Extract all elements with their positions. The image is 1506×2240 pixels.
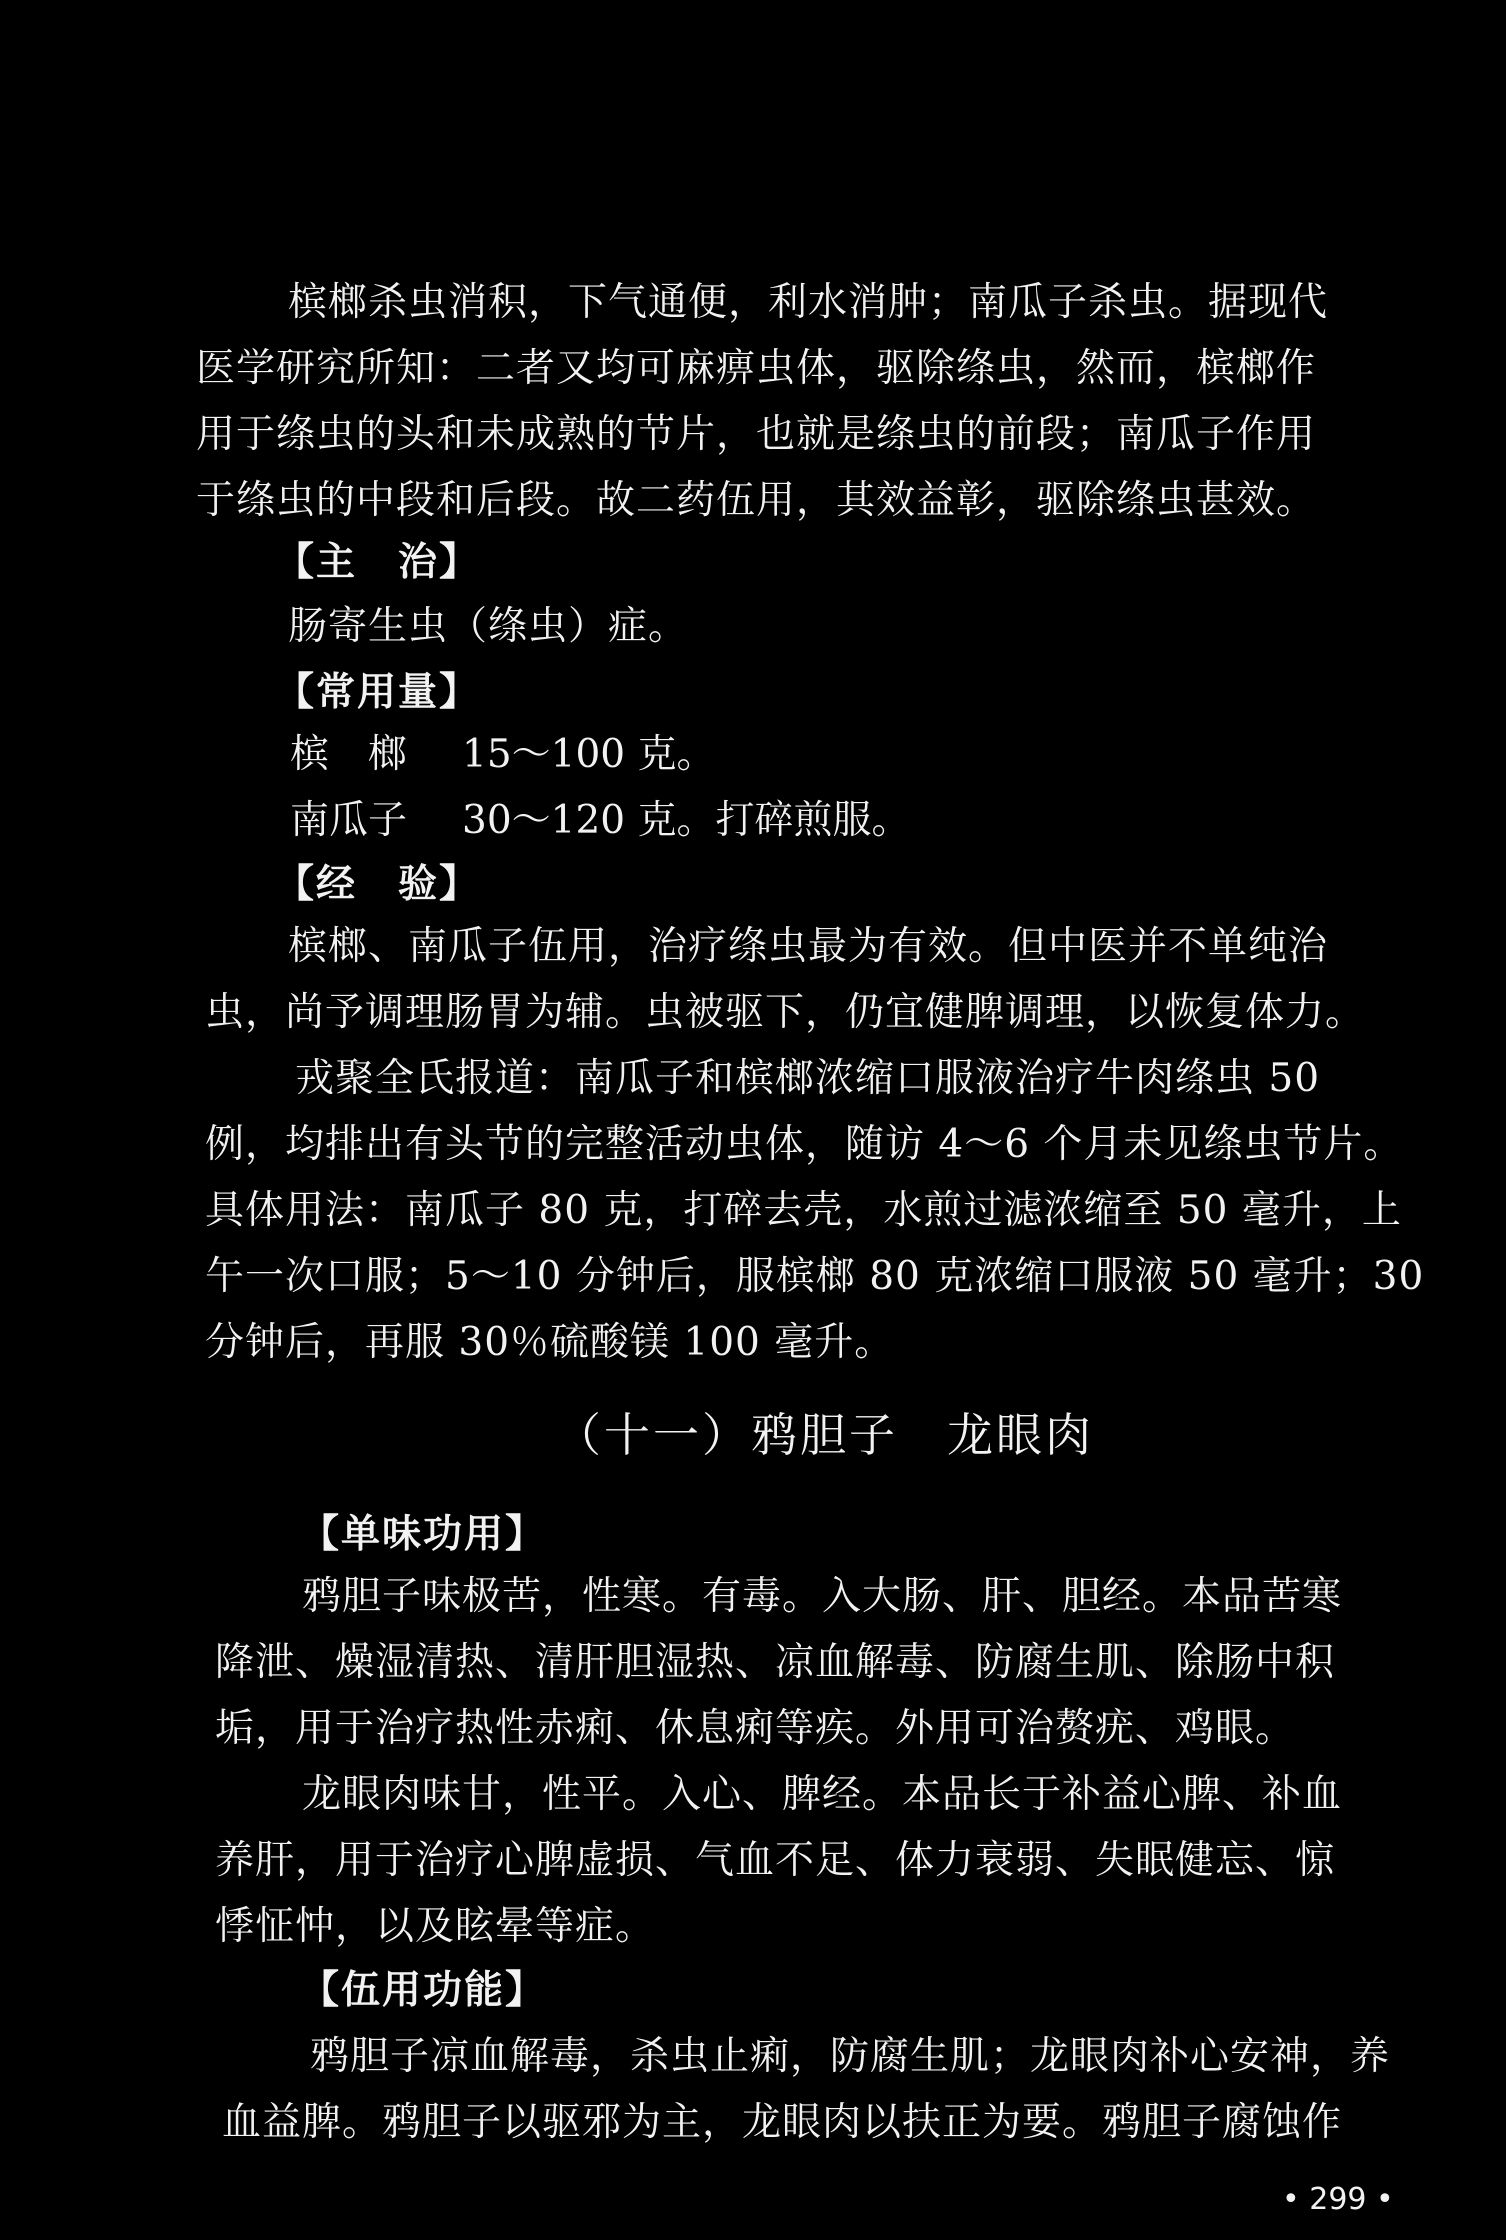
- paragraph-line: 戎聚全氏报道：南瓜子和槟榔浓缩口服液治疗牛肉绦虫 50: [295, 1056, 1321, 1101]
- paragraph-line: 槟榔杀虫消积，下气通便，利水消肿；南瓜子杀虫。据现代: [288, 280, 1329, 325]
- dose-1-amount: 15～100 克。: [462, 732, 716, 777]
- paragraph-line: 午一次口服；5～10 分钟后，服槟榔 80 克浓缩口服液 50 毫升；30: [205, 1254, 1425, 1299]
- paragraph-line: 具体用法：南瓜子 80 克，打碎去壳，水煎过滤浓缩至 50 毫升，上: [205, 1188, 1402, 1233]
- paragraph-line: 悸怔忡，以及眩晕等症。: [215, 1904, 656, 1949]
- heading-combined-function: 【伍用功能】: [300, 1968, 547, 2013]
- paragraph-line: 养肝，用于治疗心脾虚损、气血不足、体力衰弱、失眠健忘、惊: [215, 1838, 1336, 1883]
- paragraph-line: 垢，用于治疗热性赤痢、休息痢等疾。外用可治赘疣、鸡眼。: [215, 1706, 1296, 1751]
- paragraph-line: 虫，尚予调理肠胃为辅。虫被驱下，仍宜健脾调理，以恢复体力。: [205, 990, 1366, 1035]
- section-title: （十一）鸦胆子 龙眼肉: [555, 1408, 1094, 1462]
- indications-text: 肠寄生虫（绦虫）症。: [288, 604, 689, 649]
- paragraph-line: 龙眼肉味甘，性平。入心、脾经。本品长于补益心脾、补血: [302, 1772, 1343, 1817]
- paragraph-line: 分钟后，再服 30％硫酸镁 100 毫升。: [205, 1320, 895, 1365]
- paragraph-line: 降泄、燥湿清热、清肝胆湿热、凉血解毒、防腐生肌、除肠中积: [215, 1640, 1336, 1685]
- dose-2-name: 南瓜子: [290, 798, 408, 843]
- heading-dosage: 【常用量】: [275, 670, 481, 715]
- heading-single-function: 【单味功用】: [300, 1512, 547, 1557]
- paragraph-line: 于绦虫的中段和后段。故二药伍用，其效益彰，驱除绦虫甚效。: [196, 478, 1317, 523]
- paragraph-line: 用于绦虫的头和未成熟的节片，也就是绦虫的前段；南瓜子作用: [196, 412, 1317, 457]
- paragraph-line: 医学研究所知：二者又均可麻痹虫体，驱除绦虫，然而，槟榔作: [196, 346, 1317, 391]
- paragraph-line: 槟榔、南瓜子伍用，治疗绦虫最为有效。但中医并不单纯治: [288, 924, 1329, 969]
- heading-indications: 【主 治】: [275, 540, 481, 585]
- paragraph-line: 血益脾。鸦胆子以驱邪为主，龙眼肉以扶正为要。鸦胆子腐蚀作: [222, 2100, 1343, 2145]
- paragraph-line: 鸦胆子凉血解毒，杀虫止痢，防腐生肌；龙眼肉补心安神，养: [310, 2034, 1391, 2079]
- dose-1-name: 槟 榔: [290, 732, 408, 777]
- heading-experience: 【经 验】: [275, 862, 481, 907]
- dose-2-amount: 30～120 克。打碎煎服。: [462, 798, 911, 843]
- paragraph-line: 鸦胆子味极苦，性寒。有毒。入大肠、肝、胆经。本品苦寒: [302, 1574, 1343, 1619]
- paragraph-line: 例，均排出有头节的完整活动虫体，随访 4～6 个月未见绦虫节片。: [205, 1122, 1404, 1167]
- page-number: • 299 •: [1282, 2182, 1394, 2217]
